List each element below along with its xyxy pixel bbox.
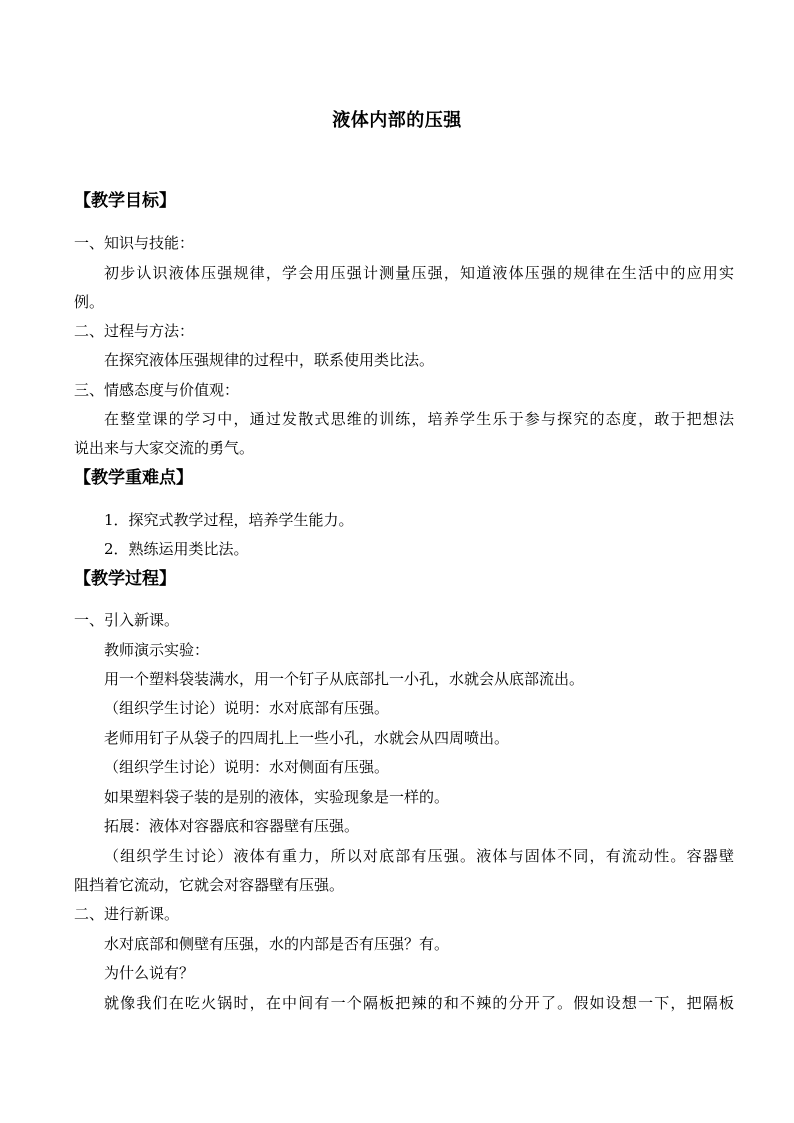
- process-subheading-intro: 一、引入新课。: [74, 611, 180, 629]
- process-paragraph: 用一个塑料袋装满水，用一个钉子从底部扎一小孔，水就会从底部流出。: [104, 670, 585, 688]
- process-paragraph: （组织学生讨论）说明：水对底部有压强。: [104, 699, 390, 717]
- goals-knowledge-text-cont: 例。: [74, 293, 105, 311]
- process-paragraph: 老师用钉子从袋子的四周扎上一些小孔，水就会从四周喷出。: [104, 729, 510, 747]
- process-paragraph: 就像我们在吃火锅时，在中间有一个隔板把辣的和不辣的分开了。假如设想一下，把隔板: [104, 994, 734, 1012]
- process-paragraph: （组织学生讨论）说明：水对侧面有压强。: [104, 758, 390, 776]
- process-paragraph: 为什么说有？: [104, 964, 195, 982]
- key-point-item: 1．探究式教学过程，培养学生能力。: [104, 511, 354, 529]
- process-paragraph: 教师演示实验：: [104, 641, 210, 659]
- process-subheading-new-lesson: 二、进行新课。: [74, 905, 180, 923]
- goals-process-text: 在探究液体压强规律的过程中，联系使用类比法。: [104, 351, 435, 369]
- process-paragraph: 拓展：液体对容器底和容器壁有压强。: [104, 817, 360, 835]
- key-point-item: 2．熟练运用类比法。: [104, 540, 249, 558]
- process-paragraph: 如果塑料袋子装的是别的液体，实验现象是一样的。: [104, 788, 450, 806]
- process-paragraph: （组织学生讨论）液体有重力，所以对底部有压强。液体与固体不同，有流动性。容器壁: [104, 847, 734, 865]
- goals-subheading-attitude: 三、情感态度与价值观：: [74, 381, 240, 399]
- goals-subheading-knowledge: 一、知识与技能：: [74, 234, 195, 252]
- goals-knowledge-text: 初步认识液体压强规律，学会用压强计测量压强，知道液体压强的规律在生活中的应用实: [104, 264, 734, 282]
- page-title: 液体内部的压强: [332, 110, 462, 131]
- goals-attitude-text-cont: 说出来与大家交流的勇气。: [74, 439, 255, 457]
- section-heading-process: 【教学过程】: [74, 569, 176, 589]
- process-paragraph: 水对底部和侧壁有压强，水的内部是否有压强？有。: [104, 935, 450, 953]
- goals-subheading-process: 二、过程与方法：: [74, 322, 195, 340]
- process-paragraph-cont: 阻挡着它流动，它就会对容器壁有压强。: [74, 876, 345, 894]
- section-heading-key-points: 【教学重难点】: [74, 468, 193, 488]
- goals-attitude-text: 在整堂课的学习中，通过发散式思维的训练，培养学生乐于参与探究的态度，敢于把想法: [104, 410, 734, 428]
- section-heading-goals: 【教学目标】: [74, 191, 176, 211]
